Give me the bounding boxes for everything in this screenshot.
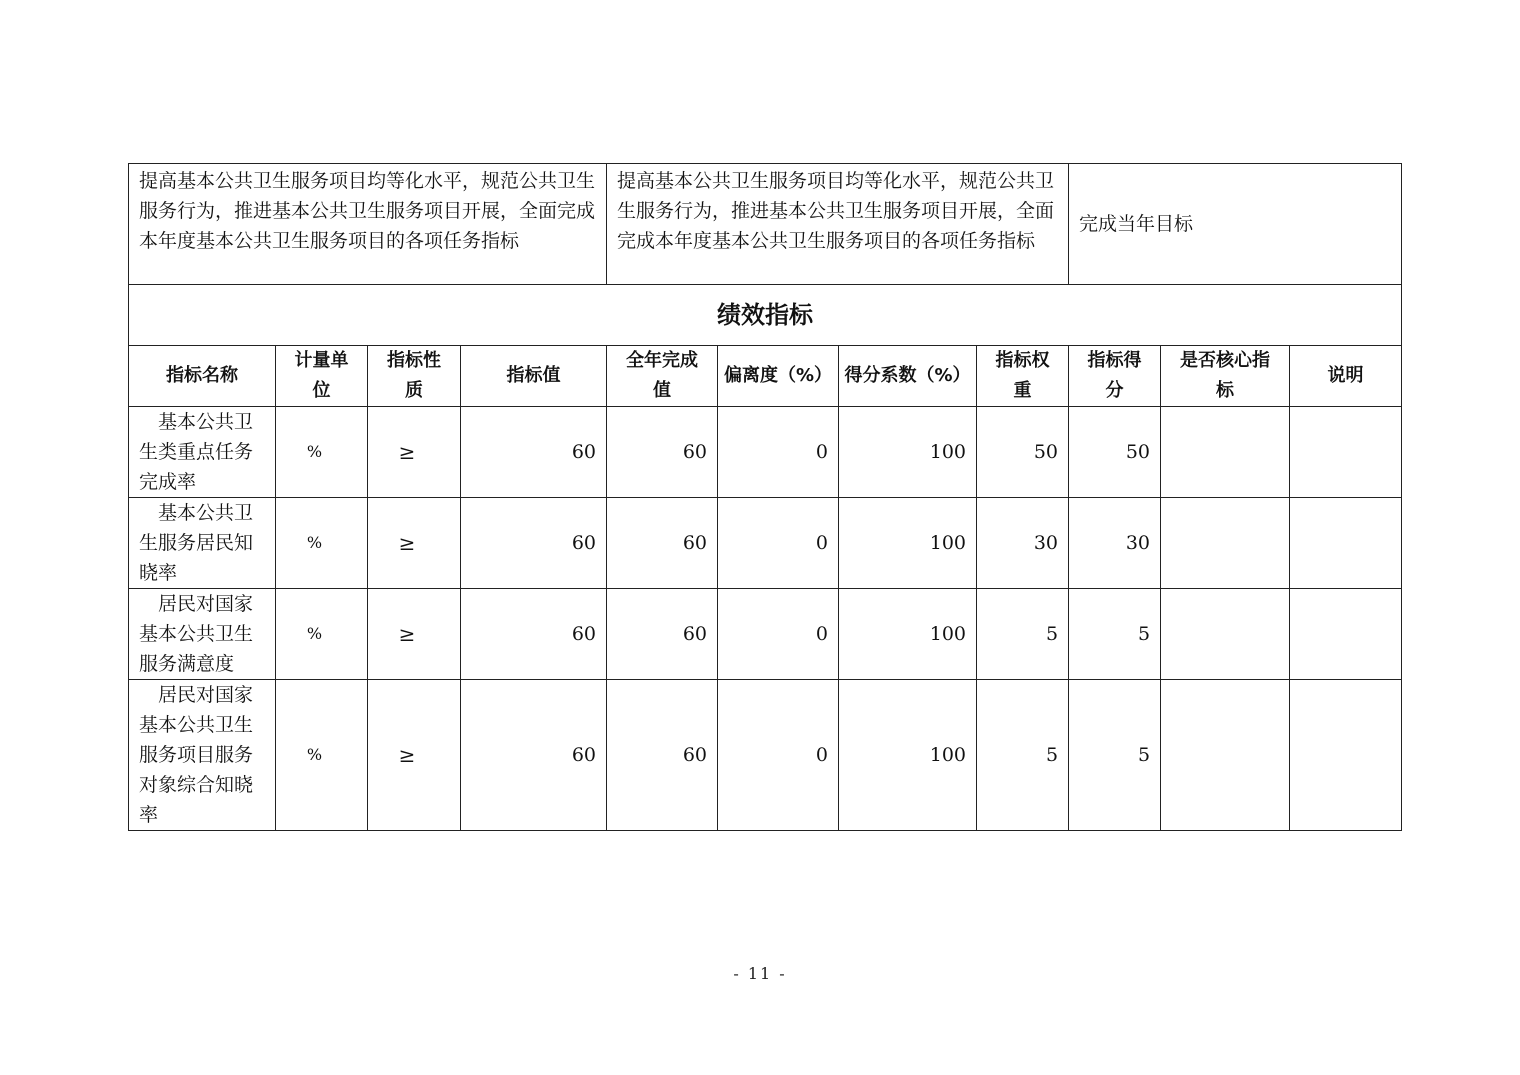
is-core-cell bbox=[1161, 498, 1290, 589]
indicator-name-line: 率 bbox=[139, 804, 159, 826]
header-unit-line-2: 位 bbox=[312, 380, 331, 401]
header-nature-line-1: 指标性 bbox=[387, 350, 441, 371]
note-cell bbox=[1290, 589, 1402, 680]
annual-completion-cell: 60 bbox=[607, 680, 718, 831]
indicator-name-line: 基本公共卫 bbox=[158, 411, 254, 433]
indicator-name bbox=[129, 680, 276, 831]
score-cell: 50 bbox=[1069, 407, 1161, 498]
header-weight-line-1: 指标权 bbox=[995, 350, 1050, 371]
is-core-cell bbox=[1161, 680, 1290, 831]
header-annual-completion bbox=[607, 346, 718, 407]
header-annual-line-2: 值 bbox=[653, 380, 672, 401]
indicator-name-line: 生类重点任务 bbox=[139, 441, 254, 463]
goal-completion-status: 完成当年目标 bbox=[1069, 164, 1402, 285]
score-cell: 5 bbox=[1069, 589, 1161, 680]
table-row bbox=[129, 589, 1402, 680]
unit-cell: % bbox=[276, 589, 368, 680]
indicator-name-line: 基本公共卫生 bbox=[139, 714, 254, 736]
indicator-value-cell: 60 bbox=[461, 589, 607, 680]
coefficient-cell: 100 bbox=[839, 589, 977, 680]
weight-cell: 5 bbox=[977, 680, 1069, 831]
header-unit bbox=[276, 346, 368, 407]
deviation-cell: 0 bbox=[718, 589, 839, 680]
annual-completion-cell: 60 bbox=[607, 498, 718, 589]
note-cell bbox=[1290, 407, 1402, 498]
coefficient-cell: 100 bbox=[839, 680, 977, 831]
unit-cell: % bbox=[276, 680, 368, 831]
header-weight-line-2: 重 bbox=[1013, 380, 1032, 401]
note-cell bbox=[1290, 498, 1402, 589]
header-deviation: 偏离度（%） bbox=[718, 346, 839, 407]
annual-completion-cell: 60 bbox=[607, 407, 718, 498]
coefficient-cell: 100 bbox=[839, 498, 977, 589]
note-cell bbox=[1290, 680, 1402, 831]
header-indicator-name: 指标名称 bbox=[129, 346, 276, 407]
header-indicator-value: 指标值 bbox=[461, 346, 607, 407]
unit-cell: % bbox=[276, 407, 368, 498]
header-row bbox=[129, 346, 1402, 407]
nature-cell: ≥ bbox=[368, 680, 461, 831]
header-score-coefficient: 得分系数（%） bbox=[839, 346, 977, 407]
header-core-line-1: 是否核心指 bbox=[1180, 350, 1271, 371]
deviation-cell: 0 bbox=[718, 407, 839, 498]
header-score bbox=[1069, 346, 1161, 407]
goal-annual-target: 提高基本公共卫生服务项目均等化水平，规范公共卫生服务行为，推进基本公共卫生服务项目开展，全面完成本年度基本公共卫生服务项目的各项任务指标 bbox=[129, 164, 607, 285]
header-nature bbox=[368, 346, 461, 407]
goals-row bbox=[129, 164, 1402, 285]
indicator-name-line: 基本公共卫生 bbox=[139, 623, 254, 645]
weight-cell: 50 bbox=[977, 407, 1069, 498]
indicator-name bbox=[129, 498, 276, 589]
header-nature-line-2: 质 bbox=[405, 380, 423, 401]
header-score-line-2: 分 bbox=[1105, 380, 1124, 401]
nature-cell: ≥ bbox=[368, 498, 461, 589]
annual-completion-cell: 60 bbox=[607, 589, 718, 680]
page-number: - 11 - bbox=[733, 964, 787, 983]
indicator-value-cell: 60 bbox=[461, 407, 607, 498]
indicator-name-line: 晓率 bbox=[139, 562, 178, 584]
indicator-name-line: 居民对国家 bbox=[158, 593, 254, 615]
weight-cell: 30 bbox=[977, 498, 1069, 589]
indicator-name-line: 服务项目服务 bbox=[139, 744, 254, 766]
deviation-cell: 0 bbox=[718, 498, 839, 589]
indicator-name-line: 完成率 bbox=[139, 471, 197, 493]
indicator-name bbox=[129, 589, 276, 680]
table-row bbox=[129, 680, 1402, 831]
header-core-line-2: 标 bbox=[1216, 380, 1235, 401]
indicator-name-line: 居民对国家 bbox=[158, 684, 254, 706]
section-title-row bbox=[129, 285, 1402, 346]
is-core-cell bbox=[1161, 407, 1290, 498]
performance-table bbox=[128, 163, 1402, 831]
indicator-name-line: 生服务居民知 bbox=[139, 532, 254, 554]
indicator-name-line: 基本公共卫 bbox=[158, 502, 254, 524]
header-score-line-1: 指标得 bbox=[1087, 350, 1142, 371]
indicator-name-line: 服务满意度 bbox=[139, 653, 235, 675]
coefficient-cell: 100 bbox=[839, 407, 977, 498]
header-note: 说明 bbox=[1290, 346, 1402, 407]
is-core-cell bbox=[1161, 589, 1290, 680]
indicator-name-line: 对象综合知晓 bbox=[139, 774, 254, 796]
score-cell: 5 bbox=[1069, 680, 1161, 831]
indicator-name bbox=[129, 407, 276, 498]
header-is-core bbox=[1161, 346, 1290, 407]
score-cell: 30 bbox=[1069, 498, 1161, 589]
deviation-cell: 0 bbox=[718, 680, 839, 831]
section-title: 绩效指标 bbox=[129, 285, 1402, 346]
header-unit-line-1: 计量单 bbox=[294, 350, 349, 371]
header-weight bbox=[977, 346, 1069, 407]
indicator-value-cell: 60 bbox=[461, 680, 607, 831]
indicator-value-cell: 60 bbox=[461, 498, 607, 589]
table-row bbox=[129, 498, 1402, 589]
header-annual-line-1: 全年完成 bbox=[626, 350, 699, 371]
table-row bbox=[129, 407, 1402, 498]
goal-actual-completion: 提高基本公共卫生服务项目均等化水平，规范公共卫生服务行为，推进基本公共卫生服务项目开展，全面完成本年度基本公共卫生服务项目的各项任务指标 bbox=[607, 164, 1069, 285]
unit-cell: % bbox=[276, 498, 368, 589]
nature-cell: ≥ bbox=[368, 407, 461, 498]
weight-cell: 5 bbox=[977, 589, 1069, 680]
nature-cell: ≥ bbox=[368, 589, 461, 680]
